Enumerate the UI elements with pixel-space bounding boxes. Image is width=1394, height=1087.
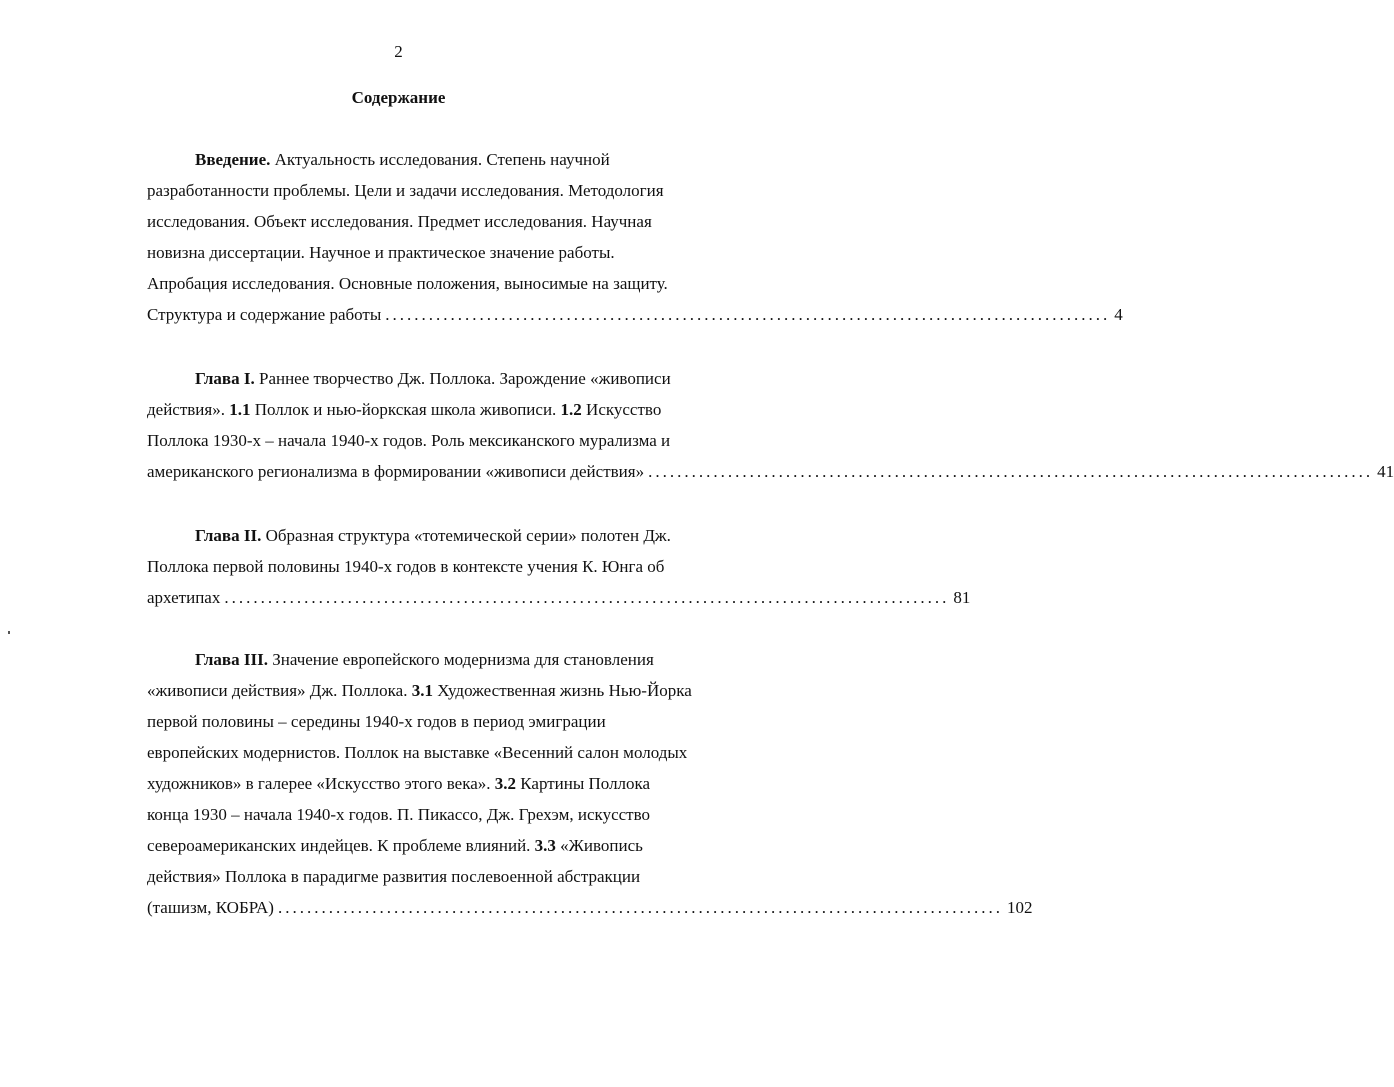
- dot-leader: ....................................................................................................: [385, 305, 1111, 324]
- toc-line: Поллока первой половины 1940-х годов в контексте учения К. Юнга об: [147, 557, 665, 576]
- toc-leader-line: [147, 892, 1033, 923]
- toc-entry-chapter-2: [147, 520, 971, 613]
- toc-page-number: 102: [1006, 898, 1033, 917]
- toc-page-number: 81: [953, 588, 971, 607]
- toc-line-text: Структура и содержание работы: [147, 305, 382, 324]
- toc-line: Апробация исследования. Основные положения, выносимые на защиту.: [147, 274, 668, 293]
- toc-leader-line: [147, 299, 1123, 330]
- toc-page-number: 41: [1377, 462, 1394, 481]
- page-title: Содержание: [351, 88, 446, 107]
- toc-line: художников» в галерее «Искусство этого века». 3.2 Картины Поллока: [147, 774, 651, 793]
- toc-line: Поллока 1930-х – начала 1940-х годов. Роль мексиканского мурализма и: [147, 431, 671, 450]
- toc-line: исследования. Объект исследования. Предмет исследования. Научная: [147, 212, 652, 231]
- toc-line: конца 1930 – начала 1940-х годов. П. Пикассо, Дж. Грехэм, искусство: [147, 805, 651, 824]
- toc-line: Глава III. Значение европейского модернизма для становления: [195, 650, 654, 669]
- toc-entry-chapter-3: [147, 644, 1033, 923]
- toc-line: североамериканских индейцев. К проблеме влияний. 3.3 «Живопись: [147, 836, 643, 855]
- toc-line-text: американского регионализма в формировании «живописи действия»: [147, 462, 645, 481]
- toc-line: европейских модернистов. Поллок на выставке «Весенний салон молодых: [147, 743, 688, 762]
- toc-line: Глава II. Образная структура «тотемической серии» полотен Дж.: [195, 526, 671, 545]
- toc-entry-chapter-1: [147, 363, 1394, 487]
- toc-leader-line: [147, 582, 971, 613]
- toc-line: Глава I. Раннее творчество Дж. Поллока. Зарождение «живописи: [195, 369, 671, 388]
- toc-line: первой половины – середины 1940-х годов в период эмиграции: [147, 712, 606, 731]
- toc-line: действия» Поллока в парадигме развития послевоенной абстракции: [147, 867, 641, 886]
- dot-leader: ....................................................................................................: [277, 898, 1003, 917]
- toc-page-number: 4: [1114, 305, 1123, 324]
- toc-line: действия». 1.1 Поллок и нью-йоркская школа живописи. 1.2 Искусство: [147, 400, 662, 419]
- toc-line: новизна диссертации. Научное и практическое значение работы.: [147, 243, 615, 262]
- toc-line: разработанности проблемы. Цели и задачи исследования. Методология: [147, 181, 664, 200]
- toc-line-text: архетипах: [147, 588, 221, 607]
- scan-mark: [8, 631, 10, 634]
- toc-line: «живописи действия» Дж. Поллока. 3.1 Художественная жизнь Нью-Йорка: [147, 681, 692, 700]
- toc-leader-line: [147, 456, 1394, 487]
- toc-entry-introduction: [147, 144, 1123, 330]
- dot-leader: ....................................................................................................: [224, 588, 950, 607]
- dot-leader: ....................................................................................................: [648, 462, 1374, 481]
- page-number: 2: [394, 42, 403, 61]
- toc-line: Введение. Актуальность исследования. Степень научной: [195, 150, 610, 169]
- toc-line-text: (ташизм, КОБРА): [147, 898, 274, 917]
